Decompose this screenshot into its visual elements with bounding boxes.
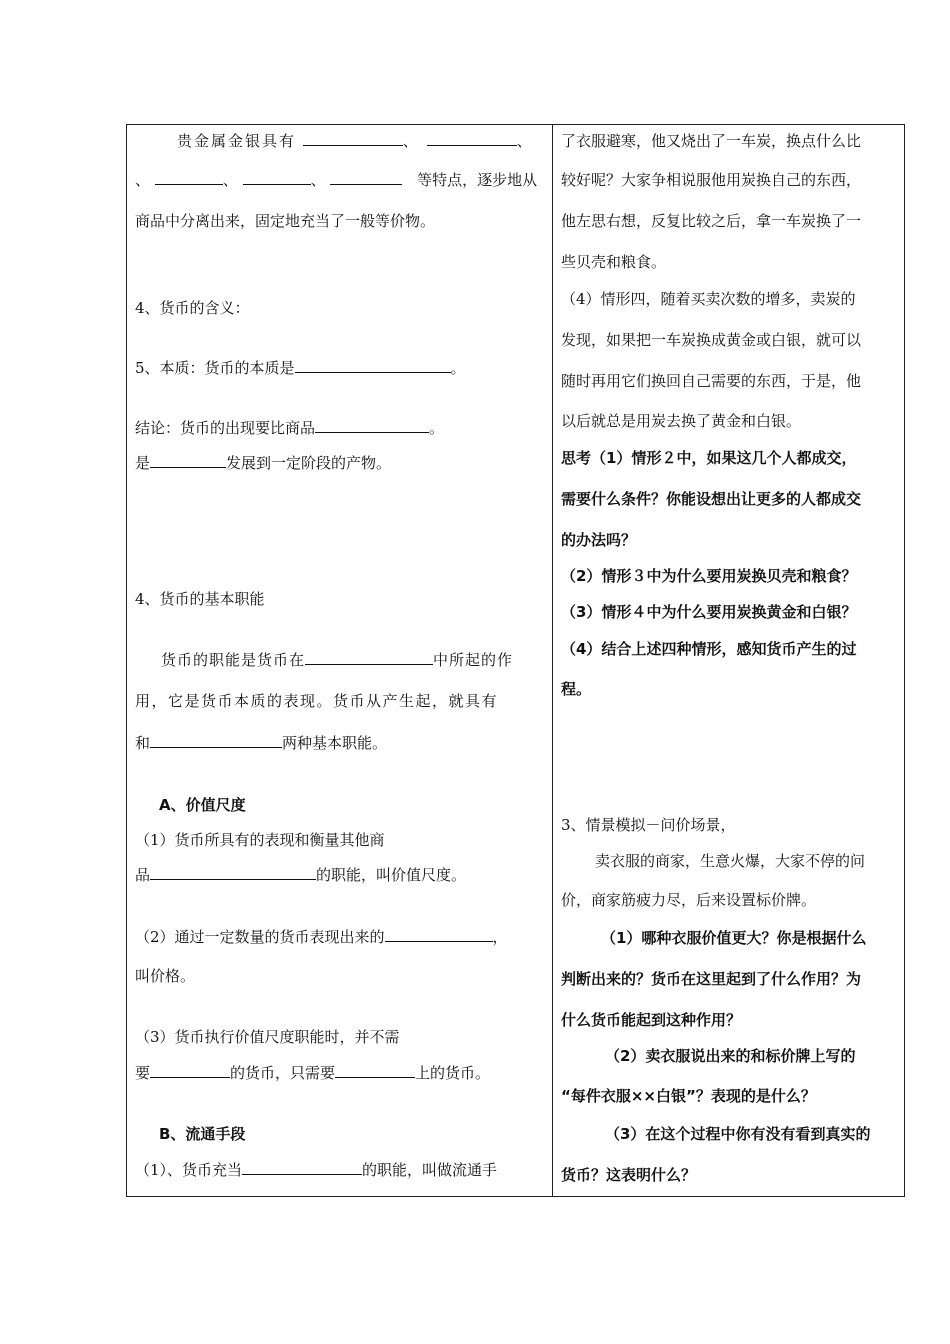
text: 、 bbox=[402, 132, 420, 150]
text: 品 bbox=[135, 866, 151, 884]
fill-blank[interactable] bbox=[385, 926, 493, 942]
fill-blank[interactable] bbox=[303, 130, 403, 146]
fill-blank[interactable] bbox=[155, 169, 223, 185]
fill-blank[interactable] bbox=[150, 1062, 230, 1078]
question-line: 需要什么条件？你能设想出让更多的人都成交 bbox=[561, 490, 862, 508]
blank-line bbox=[135, 732, 387, 754]
text: 5、本质：货币的本质是 bbox=[135, 359, 295, 377]
question-line: 的办法吗？ bbox=[561, 531, 637, 549]
text: 的职能，叫做流通手 bbox=[362, 1161, 498, 1179]
text: 中所起的作 bbox=[433, 651, 514, 669]
text-line: 些贝壳和粮食。 bbox=[561, 253, 667, 271]
subsection-title: A、价值尺度 bbox=[159, 796, 246, 814]
question-line: （3）情形４中为什么要用炭换黄金和白银？ bbox=[561, 603, 857, 621]
text: （1）、货币充当 bbox=[135, 1161, 243, 1179]
blank-line bbox=[135, 1062, 490, 1084]
text-line: 以后就总是用炭去换了黄金和白银。 bbox=[561, 412, 802, 430]
text-line: 了衣服避寒，他又烧出了一车炭，换点什么比 bbox=[561, 132, 862, 150]
text-line: 发现，如果把一车炭换成黄金或白银，就可以 bbox=[561, 331, 862, 349]
subsection-title: B、流通手段 bbox=[159, 1125, 246, 1143]
question-line: 判断出来的？货币在这里起到了什么作用？为 bbox=[561, 970, 862, 988]
question-line: 程。 bbox=[561, 680, 592, 698]
fill-blank[interactable] bbox=[295, 357, 451, 373]
fill-blank[interactable] bbox=[150, 452, 226, 468]
blank-line bbox=[135, 1159, 497, 1181]
question-line: （1）哪种衣服价值更大？你是根据什么 bbox=[601, 929, 867, 947]
text: （2）通过一定数量的货币表现出来的 bbox=[135, 928, 385, 946]
text: 贵金属金银具有 bbox=[177, 132, 297, 150]
section-heading: 4、货币的基本职能 bbox=[135, 590, 265, 608]
text: 、 bbox=[135, 171, 151, 189]
fill-blank[interactable] bbox=[243, 169, 311, 185]
blank-line bbox=[161, 649, 513, 671]
fill-blank[interactable] bbox=[150, 864, 316, 880]
text-line: （1）货币所具有的表现和衡量其他商 bbox=[135, 831, 385, 849]
text-line: 叫价格。 bbox=[135, 967, 196, 985]
text-line: 价，商家筋疲力尽，后来设置标价牌。 bbox=[561, 891, 817, 909]
text-line: 商品中分离出来，固定地充当了一般等价物。 bbox=[135, 212, 436, 230]
text: 要 bbox=[135, 1064, 151, 1082]
question-line: （4）结合上述四种情形，感知货币产生的过 bbox=[561, 640, 857, 658]
text: 和 bbox=[135, 734, 151, 752]
question-line: （2）卖衣服说出来的和标价牌上写的 bbox=[605, 1047, 856, 1065]
question-line: 思考（1）情形２中，如果这几个人都成交， bbox=[561, 449, 857, 467]
text: 发展到一定阶段的产物。 bbox=[226, 454, 392, 472]
text-line: 用，它是货币本质的表现。货币从产生起，就具有 bbox=[135, 692, 499, 710]
blank-line bbox=[135, 452, 391, 474]
text-line: 较好呢？大家争相说服他用炭换自己的东西， bbox=[561, 171, 862, 189]
question-line: （3）在这个过程中你有没有看到真实的 bbox=[605, 1125, 871, 1143]
blank-line bbox=[135, 926, 508, 948]
blank-line bbox=[177, 130, 534, 152]
text-line: 卖衣服的商家，生意火爆，大家不停的问 bbox=[595, 852, 866, 870]
text: 两种基本职能。 bbox=[282, 734, 388, 752]
text: 上的货币。 bbox=[415, 1064, 491, 1082]
text-line: 随时再用它们换回自己需要的东西，于是，他 bbox=[561, 372, 862, 390]
text: 货币的职能是货币在 bbox=[161, 651, 306, 669]
question-line: 货币？这表明什么？ bbox=[561, 1166, 697, 1184]
question-line: （2）情形３中为什么要用炭换贝壳和粮食？ bbox=[561, 567, 857, 585]
fill-blank[interactable] bbox=[305, 649, 433, 665]
question-line: “每件衣服××白银”？表现的是什么？ bbox=[561, 1087, 816, 1105]
left-column bbox=[135, 125, 545, 1196]
text: 、 bbox=[222, 171, 238, 189]
text: 、 bbox=[310, 171, 326, 189]
worksheet-table bbox=[126, 124, 905, 1197]
text: 等特点，逐步地从 bbox=[417, 171, 538, 189]
text: 。 bbox=[429, 419, 445, 437]
fill-blank[interactable] bbox=[427, 130, 517, 146]
text: 、 bbox=[516, 132, 534, 150]
text-line: 他左思右想，反复比较之后，拿一车炭换了一 bbox=[561, 212, 862, 230]
fill-blank[interactable] bbox=[330, 169, 402, 185]
fill-blank[interactable] bbox=[315, 417, 429, 433]
text-line: （4）情形四，随着买卖次数的增多，卖炭的 bbox=[561, 290, 856, 308]
fill-blank[interactable] bbox=[242, 1159, 362, 1175]
blank-line bbox=[135, 357, 466, 379]
fill-blank[interactable] bbox=[335, 1062, 415, 1078]
blank-line bbox=[135, 169, 537, 191]
fill-blank[interactable] bbox=[150, 732, 282, 748]
blank-line bbox=[135, 864, 466, 886]
text: ， bbox=[492, 928, 508, 946]
question-line: 什么货币能起到这种作用？ bbox=[561, 1011, 742, 1029]
text: 的职能，叫价值尺度。 bbox=[316, 866, 467, 884]
text-line: （3）货币执行价值尺度职能时，并不需 bbox=[135, 1028, 400, 1046]
section-heading: 3、情景模拟－问价场景， bbox=[561, 816, 736, 834]
text: 。 bbox=[450, 359, 466, 377]
column-divider bbox=[552, 125, 553, 1196]
text: 是 bbox=[135, 454, 151, 472]
text: 结论：货币的出现要比商品 bbox=[135, 419, 316, 437]
right-column bbox=[561, 125, 899, 1196]
text: 的货币，只需要 bbox=[230, 1064, 336, 1082]
blank-line bbox=[135, 417, 444, 439]
section-heading: 4、货币的含义： bbox=[135, 299, 250, 317]
